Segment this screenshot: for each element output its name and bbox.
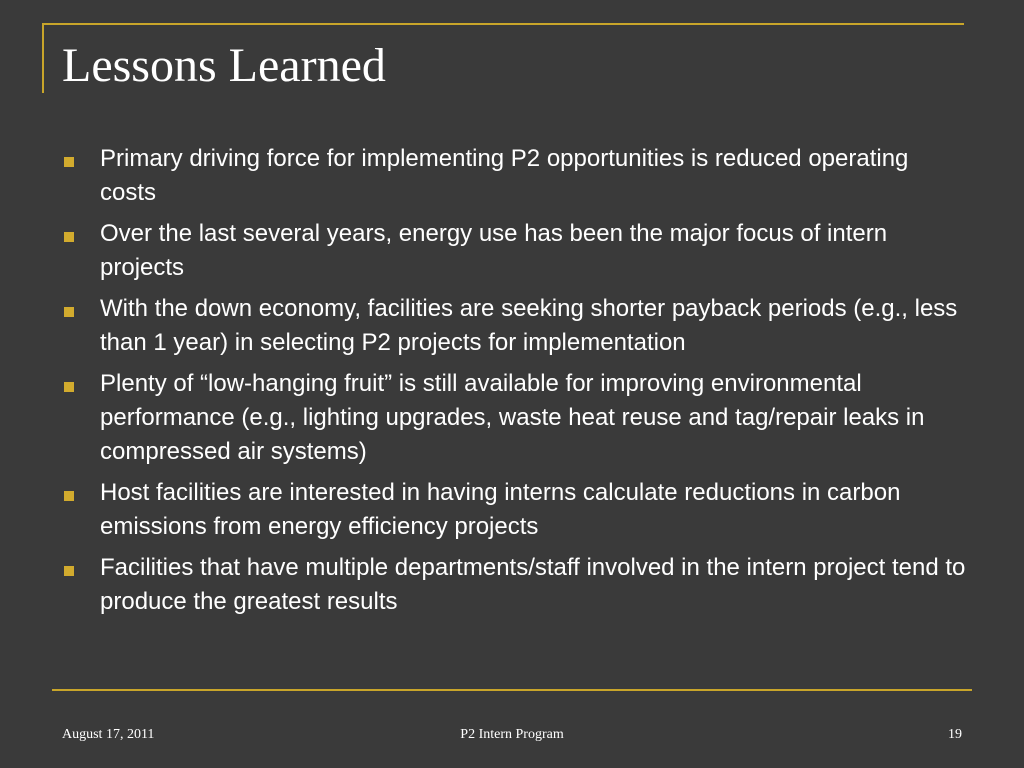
- footer-program: P2 Intern Program: [460, 727, 564, 742]
- footer-date: August 17, 2011: [62, 727, 155, 742]
- bullet-list: [62, 142, 967, 626]
- bullet-text: With the down economy, facilities are seeking shorter payback periods (e.g., less than 1 year) in selecting P2 projects for implementation: [100, 295, 958, 356]
- bullet-text: Plenty of “low-hanging fruit” is still available for improving environmental performance (e.g., lighting upgrades, waste heat reuse and tag/repair leaks in compressed air systems): [100, 370, 925, 465]
- bullet-item: [62, 551, 967, 619]
- bullet-text: Facilities that have multiple departments/staff involved in the intern project tend to produce the greatest results: [100, 554, 966, 615]
- square-bullet-icon: [64, 157, 74, 167]
- square-bullet-icon: [64, 307, 74, 317]
- square-bullet-icon: [64, 566, 74, 576]
- bullet-item: [62, 367, 967, 469]
- bullet-text: Host facilities are interested in having interns calculate reductions in carbon emissions from energy efficiency projects: [100, 479, 901, 540]
- title-frame-top-line: [42, 23, 964, 25]
- bullet-item: [62, 476, 967, 544]
- square-bullet-icon: [64, 382, 74, 392]
- bullet-item: [62, 217, 967, 285]
- slide-title: Lessons Learned: [62, 39, 386, 92]
- bullet-text: Primary driving force for implementing P2 opportunities is reduced operating costs: [100, 145, 909, 206]
- bullet-item: [62, 142, 967, 210]
- footer-divider: [52, 689, 972, 691]
- page-number: 19: [948, 727, 962, 742]
- square-bullet-icon: [64, 491, 74, 501]
- square-bullet-icon: [64, 232, 74, 242]
- title-frame-left-line: [42, 23, 44, 93]
- bullet-item: [62, 292, 967, 360]
- bullet-text: Over the last several years, energy use has been the major focus of intern projects: [100, 220, 888, 281]
